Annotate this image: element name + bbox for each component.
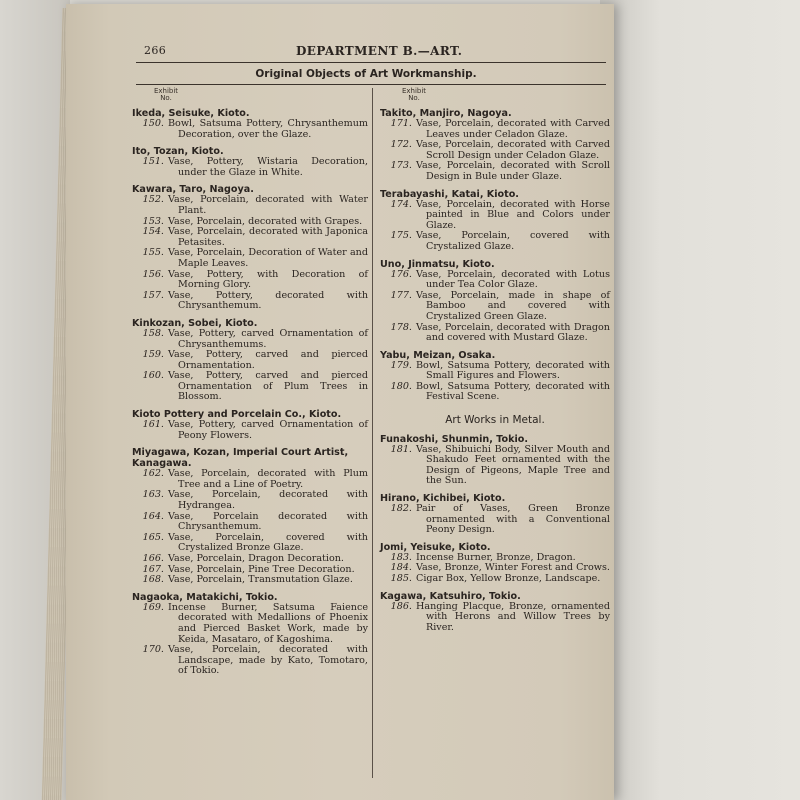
exhibitor-name: Nagaoka, Matakichi, Tokio. (132, 591, 278, 603)
exhibit-entry (380, 161, 610, 182)
exhibit-description: Vase, Porcelain, decorated with Dragon and covered with Mustard Glaze. (416, 321, 610, 344)
exhibit-description: Hanging Placque, Bronze, ornamented with Herons and Willow Trees by River. (416, 600, 610, 633)
section-heading: Art Works in Metal. (445, 414, 545, 427)
exhibit-number: 183. (390, 551, 412, 563)
exhibit-number: 155. (142, 247, 164, 259)
exhibitor-name: Ikeda, Seisuke, Kioto. (132, 108, 250, 119)
exhibitor-name: Kawara, Taro, Nagoya. (132, 184, 254, 196)
exhibit-description: Bowl, Satsuma Pottery, Chrysanthemum Decoration, over the Glaze. (168, 118, 368, 140)
exhibit-description: Vase, Porcelain decorated with Chrysanthemum. (168, 510, 368, 533)
header-rule-top (136, 62, 606, 63)
exhibit-number: 150. (142, 118, 164, 129)
book-page (66, 4, 614, 800)
exhibit-number: 184. (390, 562, 412, 574)
exhibitor-name: Kagawa, Katsuhiro, Tokio. (380, 590, 521, 602)
exhibit-entry (132, 270, 368, 291)
exhibit-entry (132, 554, 368, 565)
exhibit-entry (132, 227, 368, 248)
exhibit-number: 156. (142, 268, 164, 280)
exhibit-entry (132, 645, 368, 677)
exhibit-description: Vase, Porcelain, Transmutation Glaze. (168, 574, 353, 586)
exhibit-number: 168. (142, 574, 164, 586)
exhibitor-name: Hirano, Kichibei, Kioto. (380, 493, 506, 505)
exhibit-entry (132, 350, 368, 371)
exhibit-entry (132, 575, 368, 586)
exhibit-entry (380, 574, 610, 585)
department-title: DEPARTMENT B.—ART. (296, 44, 463, 58)
exhibit-description: Vase, Porcelain, decorated with Lotus under Tea Color Glaze. (416, 268, 610, 291)
exhibit-entry (380, 291, 610, 323)
exhibit-no-header: Exhibit No. (401, 87, 427, 102)
exhibit-description: Vase, Porcelain, covered with Crystalized Bronze Glaze. (168, 531, 368, 554)
exhibit-description: Pair of Vases, Green Bronze ornamented with a Conventional Peony Design. (416, 503, 610, 536)
exhibitor-name: Kioto Pottery and Porcelain Co., Kioto. (132, 409, 342, 421)
exhibit-description: Vase, Porcelain, decorated with Landscape, made by Kato, Tomotaro, of Tokio. (168, 644, 368, 677)
exhibitor-name: Funakoshi, Shunmin, Tokio. (380, 433, 528, 445)
exhibit-number: 171. (390, 118, 412, 129)
exhibit-description: Vase, Porcelain, made in shape of Bamboo and covered with Crystalized Green Glaze. (416, 289, 610, 322)
exhibit-number: 181. (390, 443, 412, 455)
exhibit-description: Cigar Box, Yellow Bronze, Landscape. (416, 573, 601, 584)
background-right (600, 0, 800, 800)
exhibit-entry (380, 231, 610, 252)
exhibit-number: 178. (390, 321, 412, 333)
exhibit-number: 169. (142, 601, 164, 613)
exhibit-entry (132, 248, 368, 269)
exhibit-description: Vase, Bronze, Winter Forest and Crows. (416, 562, 610, 574)
exhibit-entry (380, 445, 610, 487)
exhibit-description: Bowl, Satsuma Pottery, decorated with Festival Scene. (416, 380, 610, 403)
exhibit-description: Vase, Porcelain, Decoration of Water and Maple Leaves. (168, 247, 368, 269)
exhibitor-name: Jomi, Yeisuke, Kioto. (380, 541, 491, 553)
exhibit-description: Vase, Porcelain, Pine Tree Decoration. (168, 563, 355, 575)
exhibitor-name: Ito, Tozan, Kioto. (132, 146, 224, 158)
exhibit-number: 163. (142, 489, 164, 501)
exhibit-entry (132, 291, 368, 312)
exhibit-description: Incense Burner, Bronze, Dragon. (416, 551, 576, 563)
exhibit-number: 180. (390, 380, 412, 392)
exhibit-description: Vase, Porcelain, decorated with Plum Tree and a Line of Poetry. (168, 468, 368, 490)
exhibit-description: Vase, Porcelain, decorated with Water Plant. (168, 194, 368, 216)
exhibit-entry (380, 200, 610, 232)
left-column (132, 88, 368, 677)
exhibit-entry (132, 371, 368, 403)
exhibit-number: 162. (142, 468, 164, 480)
exhibitor-name: Kinkozan, Sobei, Kioto. (132, 317, 258, 329)
exhibit-number: 172. (390, 139, 412, 151)
exhibit-description: Vase, Porcelain, decorated with Horse painted in Blue and Colors under Glaze. (416, 198, 610, 231)
exhibit-number: 182. (390, 503, 412, 515)
exhibit-number: 186. (390, 600, 412, 612)
exhibit-description: Vase, Pottery, carved Ornamentation of Chrysanthemums. (168, 327, 368, 350)
exhibit-description: Vase, Pottery, carved Ornamentation of Peony Flowers. (168, 419, 368, 441)
exhibit-entry (380, 119, 610, 140)
exhibit-entry (380, 270, 610, 291)
exhibit-number: 166. (142, 553, 164, 564)
exhibit-number: 157. (142, 289, 164, 301)
right-column (380, 88, 610, 633)
exhibit-description: Vase, Porcelain, decorated with Scroll Design in Bule under Glaze. (416, 160, 610, 182)
page-header (144, 44, 602, 60)
exhibit-description: Vase, Porcelain, decorated with Hydrangea. (168, 489, 368, 512)
exhibit-entry (380, 323, 610, 344)
exhibit-number: 177. (390, 289, 412, 301)
exhibitor-name: Takito, Manjiro, Nagoya. (380, 108, 512, 119)
exhibit-description: Bowl, Satsuma Pottery, decorated with Small Figures and Flowers. (416, 359, 610, 382)
exhibit-entry (132, 420, 368, 441)
exhibit-number: 158. (142, 327, 164, 339)
exhibit-number: 185. (390, 573, 412, 584)
exhibit-number: 161. (142, 419, 164, 431)
exhibit-entry (132, 119, 368, 140)
exhibit-number: 160. (142, 370, 164, 382)
exhibit-number: 152. (142, 194, 164, 206)
exhibit-number: 175. (390, 230, 412, 242)
exhibit-number: 170. (142, 644, 164, 656)
section-subtitle: Original Objects of Art Workmanship. (255, 68, 477, 80)
exhibit-number: 167. (142, 563, 164, 575)
exhibitor-name: Uno, Jinmatsu, Kioto. (380, 258, 495, 270)
exhibit-number: 164. (142, 510, 164, 522)
exhibit-number: 159. (142, 349, 164, 361)
header-rule-bottom (136, 84, 606, 85)
exhibit-entry (380, 504, 610, 536)
exhibit-description: Vase, Porcelain, Dragon Decoration. (168, 553, 344, 564)
exhibit-entry (132, 533, 368, 554)
exhibit-number: 165. (142, 531, 164, 543)
exhibitor-name: Terabayashi, Katai, Kioto. (380, 188, 519, 200)
exhibit-number: 151. (142, 156, 164, 168)
exhibit-number: 173. (390, 160, 412, 172)
exhibit-description: Vase, Pottery, carved and pierced Ornamentation. (168, 349, 368, 371)
exhibit-description: Vase, Pottery, Wistaria Decoration, under the Glaze in White. (168, 156, 368, 178)
exhibit-description: Vase, Pottery, with Decoration of Morning Glory. (168, 268, 368, 291)
exhibit-description: Vase, Pottery, decorated with Chrysanthemum. (168, 289, 368, 312)
exhibit-description: Vase, Porcelain, decorated with Carved Scroll Design under Celadon Glaze. (416, 139, 610, 161)
exhibit-entry (132, 157, 368, 178)
exhibit-entry (132, 195, 368, 216)
exhibit-number: 179. (390, 359, 412, 371)
exhibit-entry (380, 382, 610, 403)
exhibit-description: Vase, Pottery, carved and pierced Ornamentation of Plum Trees in Blossom. (168, 370, 368, 403)
page-number: 266 (144, 44, 167, 57)
exhibit-description: Vase, Porcelain, covered with Crystalized Glaze. (416, 230, 610, 252)
exhibit-description: Vase, Shibuichi Body, Silver Mouth and Shakudo Feet ornamented with the Design of Pigeons, Maple Tree and the Sun. (416, 443, 610, 487)
exhibit-number: 154. (142, 226, 164, 238)
exhibit-entry (380, 140, 610, 161)
exhibit-description: Vase, Porcelain, decorated with Grapes. (168, 215, 363, 227)
exhibit-description: Incense Burner, Satsuma Faience decorated with Medallions of Phoenix and Pierced Basket Work, made by Keida, Masataro, of Kagoshima. (168, 601, 368, 645)
exhibitor-name: Miyagawa, Kozan, Imperial Court Artist, Kanagawa. (132, 447, 349, 470)
exhibit-description: Vase, Porcelain, decorated with Carved Leaves under Celadon Glaze. (416, 118, 610, 140)
exhibit-entry (380, 602, 610, 634)
exhibitor-name: Yabu, Meizan, Osaka. (380, 349, 496, 361)
exhibit-entry (132, 329, 368, 350)
exhibit-entry (132, 469, 368, 490)
exhibit-entry (132, 512, 368, 533)
exhibit-no-header: Exhibit No. (153, 87, 179, 102)
exhibit-number: 174. (390, 198, 412, 210)
exhibit-entry (132, 603, 368, 645)
exhibit-description: Vase, Porcelain, decorated with Japonica Petasites. (168, 226, 368, 248)
exhibit-entry (380, 361, 610, 382)
exhibit-number: 153. (142, 215, 164, 227)
exhibit-entry (132, 490, 368, 511)
exhibit-number: 176. (390, 268, 412, 280)
column-divider (372, 88, 373, 778)
